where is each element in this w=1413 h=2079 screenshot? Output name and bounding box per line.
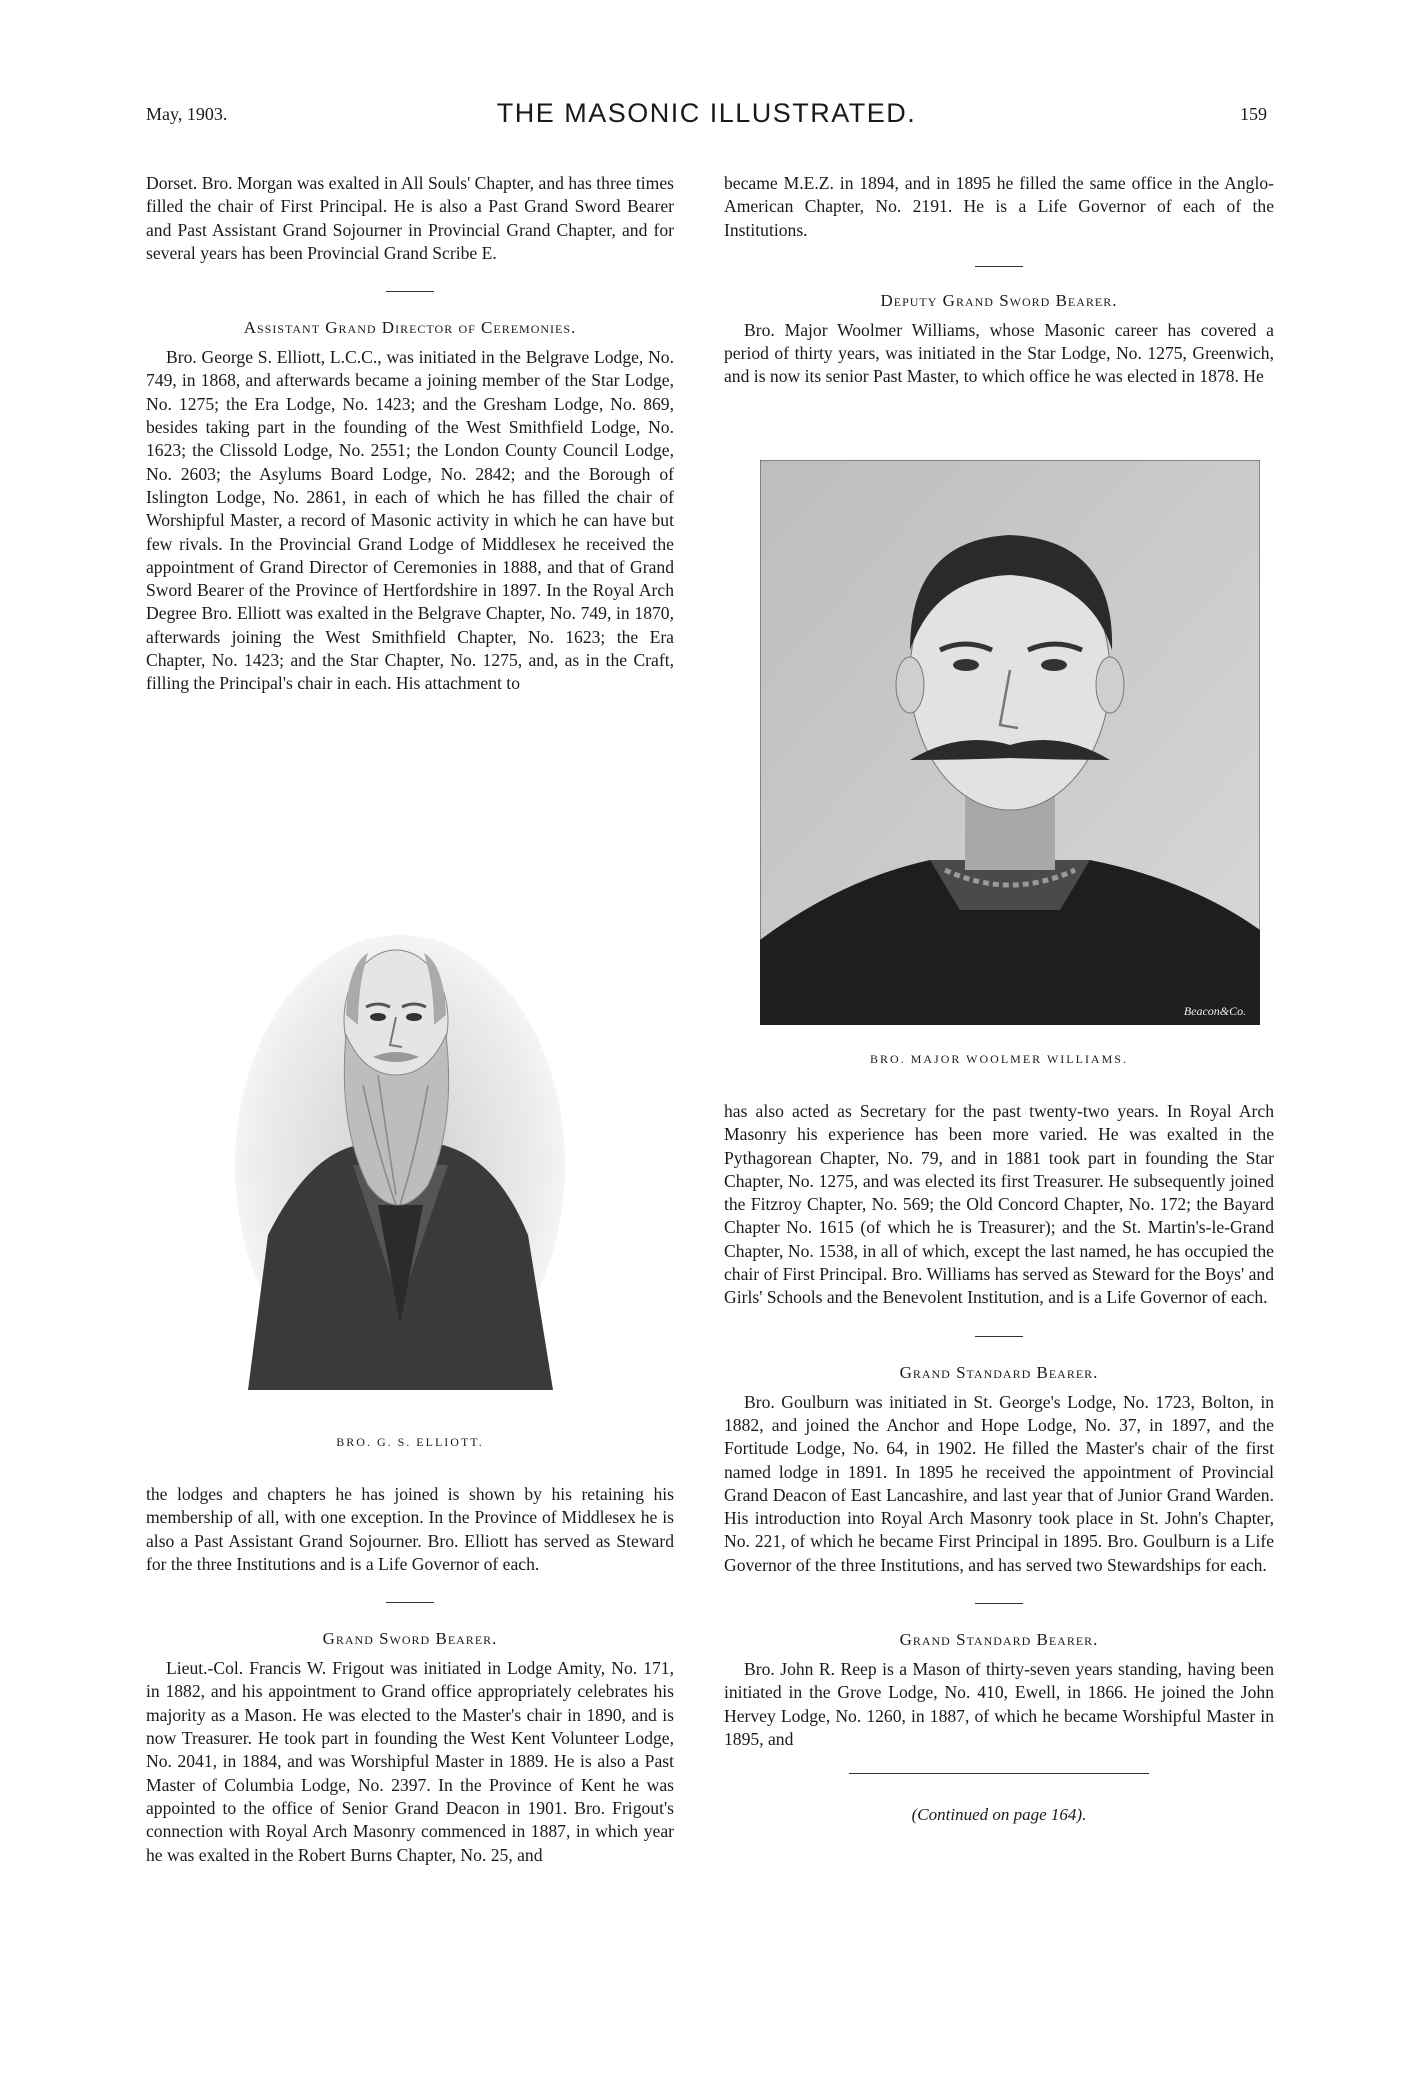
heading-grand-standard-bearer-1: Grand Standard Bearer. [899, 1362, 1099, 1382]
reep-paragraph: Bro. John R. Reep is a Mason of thirty-seven years standing, having been initiated in the Grove Lodge, No. 410, Ewell, in 1866. He joined the John Hervey Lodge, No. 1260, in 1887, of which he became Worshipful Master in 1895, and [724, 1659, 1274, 1749]
elliott-caption-wrap [146, 1435, 674, 1450]
publication-title: THE MASONIC ILLUSTRATED. [496, 98, 917, 128]
elliott-photo-caption: BRO. G. S. ELLIOTT. [336, 1435, 484, 1449]
left-intro-paragraph: Dorset. Bro. Morgan was exalted in All Souls' Chapter, and has three times filled the chair of First Principal. He is also a Past Grand Sword Bearer and Past Assistant Grand Sojourner in Provincial Grand Chapter, and for several years has been Provincial Grand Scribe E. [146, 173, 674, 263]
williams-caption-wrap [724, 1052, 1274, 1067]
heading-assistant-grand-director: Assistant Grand Director of Ceremonies. [243, 318, 577, 338]
elliott-portrait [228, 905, 573, 1390]
right-column-top [724, 172, 1274, 389]
williams-portrait [760, 460, 1260, 1025]
goulburn-paragraph: Bro. Goulburn was initiated in St. George's Lodge, No. 1723, Bolton, in 1882, and joined the Anchor and Hope Lodge, No. 37, in 1897, and the Fortitude Lodge, No. 64, in 1902. He filled the Master's chair of the first named lodge in 1891. In 1895 he received the appointment of Provincial Grand Deacon of East Lancashire, and last year that of Junior Grand Warden. His introduction into Royal Arch Masonry took place in St. John's Chapter, No. 221, of which he became First Principal in 1895. Bro. Goulburn is a Life Governor of the three Institutions, and has served two Stewardships for each. [724, 1391, 1274, 1575]
heading-grand-sword-bearer: Grand Sword Bearer. [322, 1629, 498, 1649]
williams-photo-caption: BRO. MAJOR WOOLMER WILLIAMS. [870, 1052, 1128, 1066]
heading-deputy-grand-sword-bearer: Deputy Grand Sword Bearer. [880, 290, 1118, 310]
elliott-paragraph: Bro. George S. Elliott, L.C.C., was initiated in the Belgrave Lodge, No. 749, in 1868, and afterwards became a joining member of the Star Lodge, No. 1275; the Era Lodge, No. 1423; and the Gresham Lodge, No. 869, besides taking part in the founding of the West Smithfield Lodge, No. 1623; the Clissold Lodge, No. 2551; the London County Council Lodge, No. 2603; the Asylums Board Lodge, No. 2842; and the Borough of Islington Lodge, No. 2861, in each of which he has filled the chair of Worshipful Master, a record of Masonic activity in which he can have but few rivals. In the Provincial Grand Lodge of Middlesex he received the appointment of Grand Director of Ceremonies in 1888, and that of Grand Sword Bearer of the Province of Hertfordshire in 1897. In the Royal Arch Degree Bro. Elliott was exalted in the Belgrave Chapter, No. 749, in 1870, afterwards joining the West Smithfield Chapter, No. 1623; the Era Chapter, No. 1423; and the Star Chapter, No. 1275, and, as in the Craft, filling the Principal's chair in each. His attachment to [146, 347, 674, 694]
right-column-bottom [724, 1100, 1274, 1842]
issue-date: May, 1903. [146, 104, 228, 124]
frigout-paragraph: Lieut.-Col. Francis W. Frigout was initiated in Lodge Amity, No. 171, in 1882, and his appointment to Grand office appropriately celebrates his majority as a Mason. He was elected to the Master's chair in 1890, and is now Treasurer. He took part in founding the West Kent Volunteer Lodge, No. 2041, in 1884, and was Worshipful Master in 1889. He is also a Past Master of Columbia Lodge, No. 2397. In the Province of Kent he was appointed to the office of Senior Grand Deacon in 1901. Bro. Frigout's connection with Royal Arch Masonry commenced in 1887, in which year he was exalted in the Robert Burns Chapter, No. 25, and [146, 1658, 674, 1865]
photographer-signature: Beacon&Co. [1183, 1004, 1247, 1018]
page-number: 159 [1240, 104, 1267, 124]
left-column-bottom [146, 1483, 674, 1867]
left-column-top [146, 172, 674, 696]
elliott-paragraph-continued: the lodges and chapters he has joined is shown by his retaining his membership of all, with one exception. In the Province of Middlesex he is also a Past Assistant Grand Sojourner. Bro. Elliott has served as Steward for the three Institutions and is a Life Governor of each. [146, 1484, 674, 1574]
williams-paragraph-continued: has also acted as Secretary for the past twenty-two years. In Royal Arch Masonry his experience has been more varied. He was exalted in the Pythagorean Chapter, No. 79, and in 1881 took part in founding the Star Chapter, No. 1275, and was elected its first Treasurer. He subsequently joined the Fitzroy Chapter, No. 569; the Old Concord Chapter, No. 172; the Bayard Chapter No. 1615 (of which he is Treasurer); and the St. Martin's-le-Grand Chapter, No. 1538, in all of which, except the last named, he has occupied the chair of First Principal. Bro. Williams has served as Steward for the Boys' and Girls' Schools and the Benevolent Institution, and is a Life Governor of each. [724, 1101, 1274, 1308]
heading-grand-standard-bearer-2: Grand Standard Bearer. [899, 1630, 1099, 1650]
page-header [0, 98, 1413, 138]
continued-on-page-note: (Continued on page 164). [911, 1805, 1087, 1825]
williams-paragraph: Bro. Major Woolmer Williams, whose Masonic career has covered a period of thirty years, was initiated in the Star Lodge, No. 1275, Greenwich, and is now its senior Past Master, to which office he was elected in 1878. He [724, 319, 1274, 387]
right-intro-paragraph: became M.E.Z. in 1894, and in 1895 he filled the same office in the Anglo-American Chapter, No. 2191. He is a Life Governor of each of the Institutions. [724, 173, 1274, 240]
